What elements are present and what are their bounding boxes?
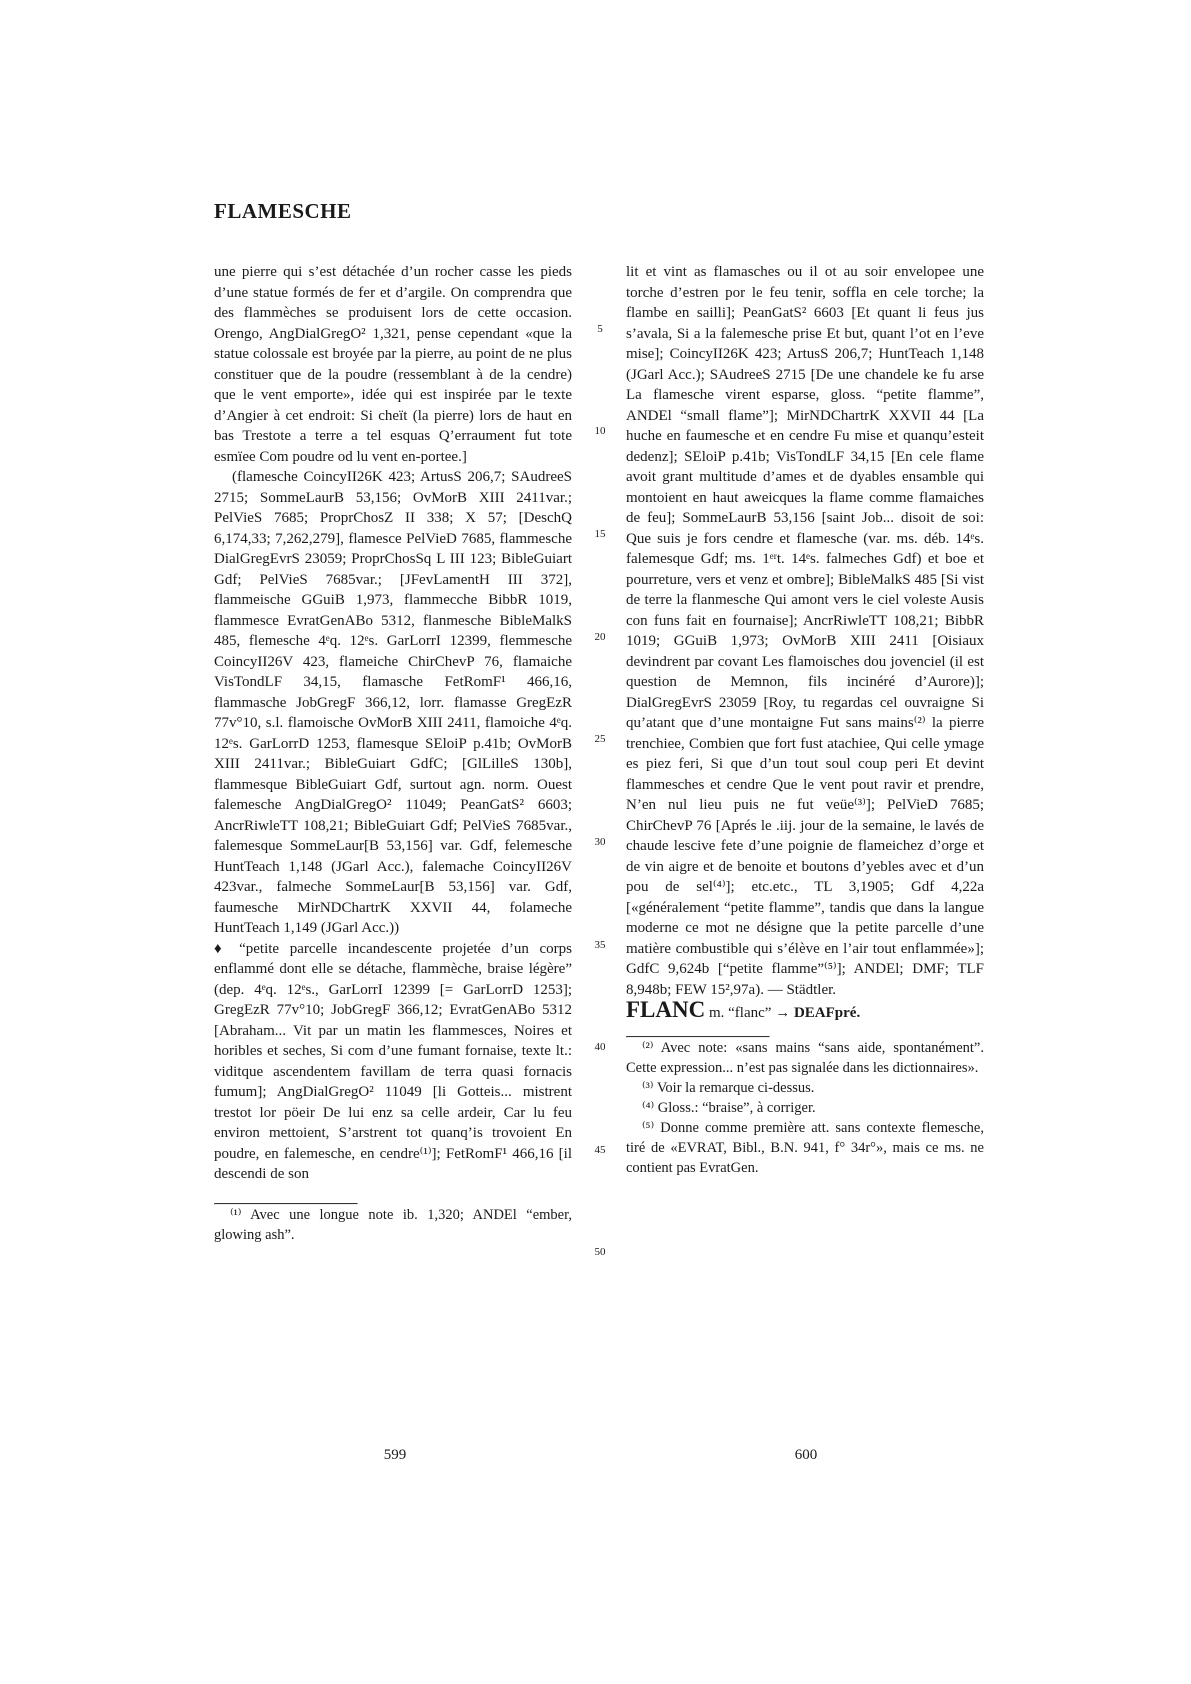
- headword: FLANC: [626, 997, 706, 1022]
- line-number-25: 25: [594, 733, 606, 745]
- line-number-50: 50: [594, 1246, 606, 1258]
- right-footnotes: [626, 1038, 984, 1178]
- line-number-10: 10: [594, 425, 606, 437]
- headword-gloss: m. “flanc”: [705, 1005, 772, 1021]
- line-number-20: 20: [594, 631, 606, 643]
- right-column: [626, 262, 984, 1178]
- line-number-5: 5: [597, 323, 603, 335]
- footnote-3: ⁽³⁾ Voir la remarque ci-dessus.: [642, 1079, 815, 1096]
- line-number-45: 45: [594, 1144, 606, 1156]
- entry-flanc: [626, 997, 984, 1024]
- left-column: [214, 262, 572, 1245]
- line-number-40: 40: [594, 1041, 606, 1053]
- right-paragraph-citations: lit et vint as flamasches ou il ot au soir envelopee une torche d’estren por le feu tenir, soffla en cele torche; la flambe en sailli]; PeanGatS² 6603 [Et quant li feus jus s’avala, Si a la falemesche prise Et but, quant l’ot en l’eve mise]; CoincyII26K 423; ArtusS 206,7; HuntTeach 1,148 (JGarl Acc.); SAudreeS 2715 [De une chandele ke fu arse La flamesche virent esparse, gloss. “petite flamme”, ANDEl “small flame”]; MirNDChartrK XXVII 44 [La huche en faumesche et en cendre Fu mise et quanqu’esteit dedenz]; SEloiP p.41b; VisTondLF 34,15 [En cele flame avoit grant multitude d’ames et de dyables ensamble qui montoient en haut aweicques la flame comme flamaiches de feu]; SommeLaurB 53,156 [saint Job... disoit de soi: Que suis je fors cendre et flamesche (var. ms. déb. 14ᵉs. falemesque Gdf; ms. 1ᵉʳt. 14ᵉs. falmeches Gdf) et boe et pourreture, vers et venz et ombre]; BibleMalkS 485 [Si vist de terre la flanmesche Qui amont vers le ciel voleste Ausis con funs fait en fournaise]; AncrRiwleTT 108,21; BibbR 1019; GGuiB 1,973; OvMorB XIII 2411 [Oisiaux devindrent par covant Les flamoisches dou jovenciel (il est question de Memnon, fils incinéré d’Aurore)]; DialGregEvrS 23059 [Roy, tu regardas cel ouvraigne Si qu’atant que d’une montaigne Fut sans mains⁽²⁾ la pierre trenchiee, Combien que fort fust atachiee, Qui celle ymage es piez feri, Si que d’un tout soul coup peri Et devint flammesches et cendre Que le vent pout ravir et prendre, N’en nul lieu puis ne fut veüe⁽³⁾]; PelVieD 7685; ChirChevP 76 [Aprés le .iij. jour de la semaine, le lavés de chaude lescive fete d’une poignie de flameichez d’orge et de vin aigre et de benoite et boutons d’yebles avec et d’un pou de sel⁽⁴⁾]; etc.etc., TL 3,1905; Gdf 4,22a [«généralement “petite flamme”, tandis que dans la langue moderne ce mot ne désigne que la petite parcelle d’une matière combustible qui s’élève en l’air tout enflammée»]; GdfC 9,624b [“petite flamme”⁽⁵⁾]; ANDEl; DMF; TLF 8,948b; FEW 15²,97a). — Städtler.: [626, 264, 984, 998]
- line-number-30: 30: [594, 836, 606, 848]
- left-paragraph-forms: (flamesche CoincyII26K 423; ArtusS 206,7; SAudreeS 2715; SommeLaurB 53,156; OvMorB XIII 2411var.; PelVieS 7685; ProprChosZ II 338; X 57; [DeschQ 6,174,33; 7,262,279], flamesce PelVieD 7685, flammesche DialGregEvrS 23059; ProprChosSq L III 123; BibleGuiart Gdf; PelVieS 7685var.; [JFevLamentH III 372], flammeische GGuiB 1,973, flammecche BibbR 1019, flammesce EvratGenABo 5312, flanmesche BibleMalkS 485, flemesche 4ᵉq. 12ᵉs. GarLorrI 12399, flemmesche CoincyII26V 423, flameiche ChirChevP 76, flamaiche VisTondLF 34,15, flamasche FetRomF¹ 466,16, flammasche JobGregF 366,12, lorr. flamasse GregEzR 77v°10, s.l. flamoische OvMorB XIII 2411, flamoiche 4ᵉq. 12ᵉs. GarLorrD 1253, flamesque SEloiP p.41b; OvMorB XIII 2411var.; BibleGuiart GdfC; [GlLilleS 130b], flammesque BibleGuiart Gdf, surtout agn. norm. Ouest falemesche AngDialGregO² 11049; PeanGatS² 6603; AncrRiwleTT 108,21; BibleGuiart Gdf; PelVieS 7685var., falemesque SommeLaur[B 53,156] var. Gdf, felemesche HuntTeach 1,148 (JGarl Acc.), falemache CoincyII26V 423var., falmeche SommeLaur[B 53,156] var. Gdf, faumesche MirNDChartrK XXVII 44, folameche HuntTeach 1,149 (JGarl Acc.)): [214, 469, 572, 936]
- footnote-1: ⁽¹⁾ Avec une longue note ib. 1,320; ANDEl “ember, glowing ash”.: [214, 1206, 572, 1243]
- page-number-right: 600: [794, 1447, 818, 1463]
- line-number-35: 35: [594, 939, 606, 951]
- running-head: FLAMESCHE: [214, 199, 352, 223]
- line-number-15: 15: [594, 528, 606, 540]
- footnote-5: ⁽⁵⁾ Donne comme première att. sans contexte flemesche, tiré de «EVRAT, Bibl., B.N. 941, f° 34r°», mais ce ms. ne contient pas EvratGen.: [626, 1119, 984, 1176]
- page-number-left: 599: [383, 1447, 407, 1463]
- left-footnotes: [214, 1205, 572, 1245]
- left-paragraph-continued: une pierre qui s’est détachée d’un rocher casse les pieds d’une statue formés de fer et d’argile. On comprendra que des flammèches se produisent lors de cette occasion. Orengo, AngDialGregO² 1,321, pense cependant «que la statue colossale est broyée par la pierre, au point de ne plus constituer que de la poudre (ressemblant à de la cendre) que le vent emporte», idée qui est inspirée par le texte d’Angier à cet endroit: Si cheït (la pierre) lors de haut en bas Trestote a terre a tel esquas Q’erraument fut tote esmïee Com poudre od lu vent en-portee.]: [214, 264, 572, 465]
- footnote-4: ⁽⁴⁾ Gloss.: “braise”, à corriger.: [642, 1099, 816, 1116]
- left-paragraph-sense: ♦ “petite parcelle incandescente projetée d’un corps enflammé dont elle se détache, flammèche, braise légère” (dep. 4ᵉq. 12ᵉs., GarLorrI 12399 [= GarLorrD 1253]; GregEzR 77v°10; JobGregF 366,12; EvratGenABo 5312 [Abraham... Vit par un matin les flammesces, Noires et horibles et seches, Si com d’une fumant fornaise, texte lt.: viditque ascendentem favillam de terra quasi fornacis fumum]; AngDialGregO² 11049 [li Gotteis... mistrent trestot lor pöeir De lui enz sa celle ardeir, Car lu feu environ mettoient, S’arstrent tot quanq’is trovoient En poudre, en falemesche, en cendre⁽¹⁾]; FetRomF¹ 466,16 [il descendi de son: [214, 940, 572, 1182]
- cross-reference: → DEAFpré.: [771, 1005, 861, 1021]
- footnote-2: ⁽²⁾ Avec note: «sans mains “sans aide, spontanément”. Cette expression... n’est pas signalée dans les dictionnaires».: [626, 1039, 984, 1076]
